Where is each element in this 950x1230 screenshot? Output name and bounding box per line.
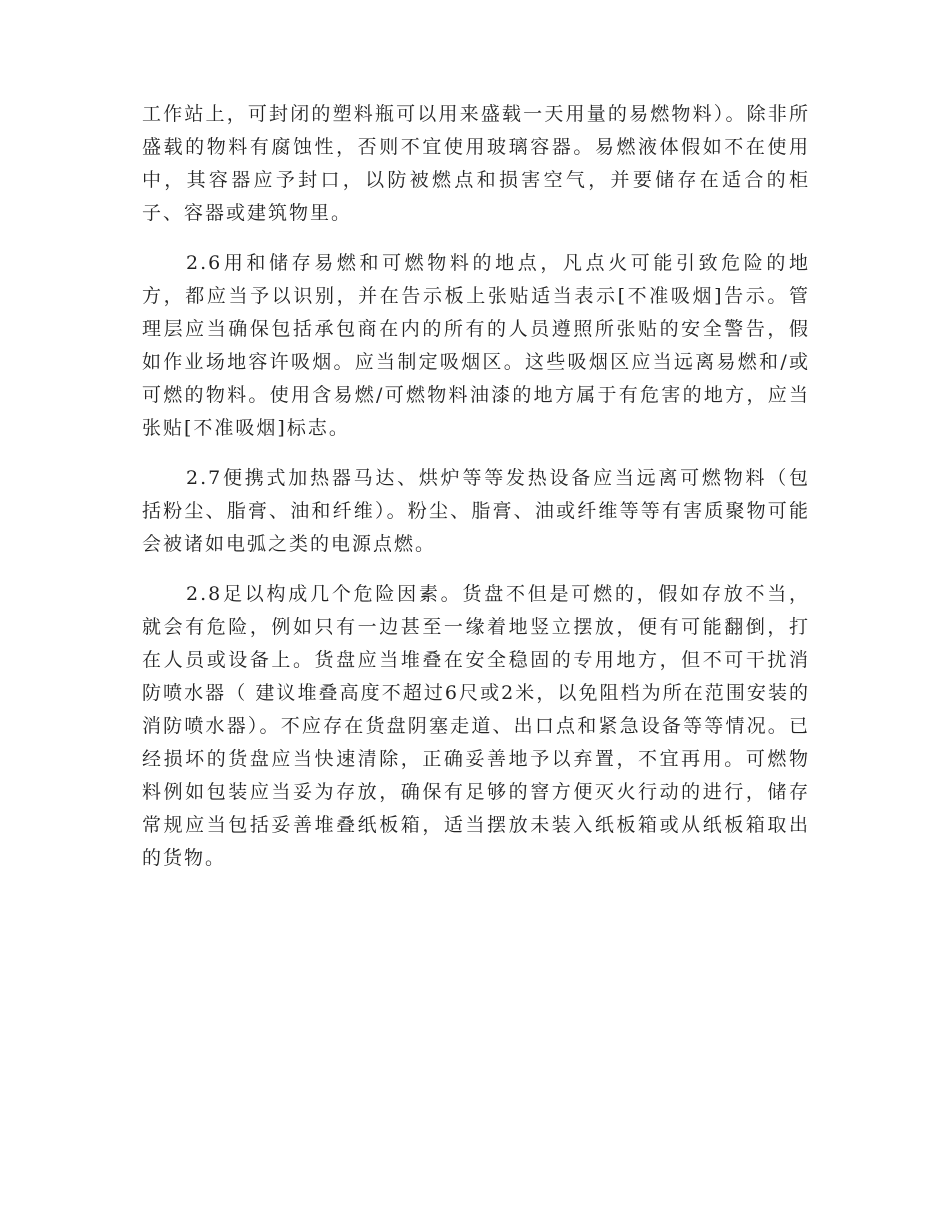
paragraph-2-6: 2.6用和储存易燃和可燃物料的地点，凡点火可能引致危险的地方，都应当予以识别，并在告示板上张贴适当表示[不准吸烟]告示。管理层应当确保包括承包商在内的所有的人员遵照所张贴的安全警告，假如作业场地容许吸烟。应当制定吸烟区。这些吸烟区应当远离易燃和/或可燃的物料。使用含易燃/可燃物料油漆的地方属于有危害的地方，应当张贴[不准吸烟]标志。 xyxy=(142,252,810,439)
paragraph-2-7: 2.7便携式加热器马达、烘炉等等发热设备应当远离可燃物料（包括粉尘、脂膏、油和纤维）。粉尘、脂膏、油或纤维等等有害质聚物可能会被诸如电弧之类的电源点燃。 xyxy=(142,467,810,555)
paragraph-continuation: 工作站上，可封闭的塑料瓶可以用来盛载一天用量的易燃物料）。除非所盛载的物料有腐蚀性，否则不宜使用玻璃容器。易燃液体假如不在使用中，其容器应予封口，以防被燃点和损害空气，并要储存在适合的柜子、容器或建筑物里。 xyxy=(142,103,810,224)
document-body xyxy=(142,98,810,892)
paragraph-2-8: 2.8足以构成几个危险因素。货盘不但是可燃的，假如存放不当，就会有危险，例如只有一边甚至一缘着地竖立摆放，便有可能翻倒，打在人员或设备上。货盘应当堆叠在安全稳固的专用地方，但不可干扰消防喷水器（ 建议堆叠高度不超过6尺或2米，以免阻档为所在范围安装的消防喷水器）。不应存在货盘阴塞走道、出口点和紧急设备等等情况。已经损坏的货盘应当快速清除，正确妥善地予以弃置，不宜再用。可燃物料例如包装应当妥为存放，确保有足够的窨方便灭火行动的进行，储存常规应当包括妥善堆叠纸板箱，适当摆放未装入纸板箱或从纸板箱取出的货物。 xyxy=(142,583,810,869)
